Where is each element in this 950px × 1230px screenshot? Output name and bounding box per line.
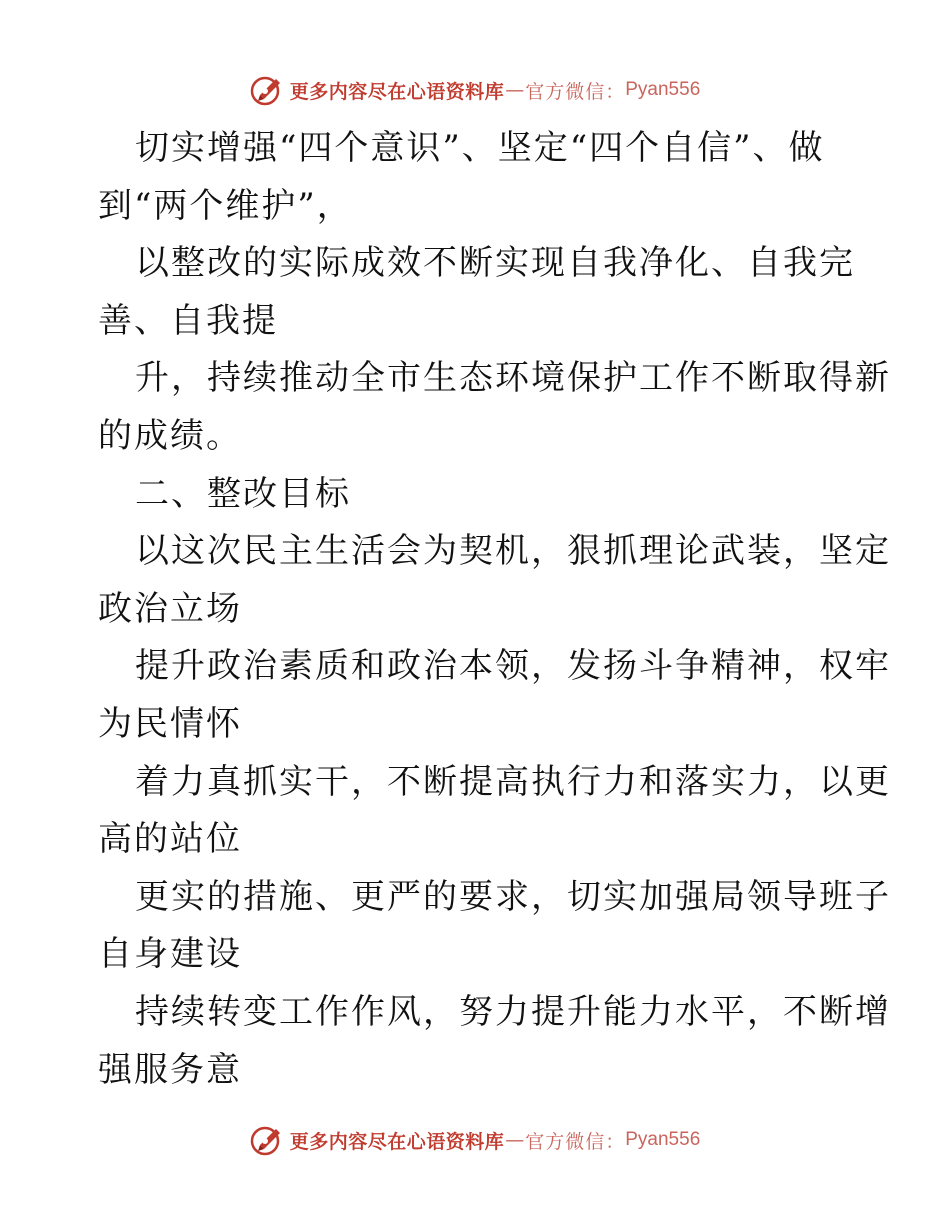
text-line: 切实增强“四个意识”、坚定“四个自信”、做 — [135, 128, 825, 168]
text-line: 高的站位 — [98, 819, 242, 860]
text-line: 升，持续推动全市生态环境保护工作不断取得新 — [135, 358, 891, 399]
text-line: 的成绩。 — [98, 415, 242, 456]
document-body — [98, 120, 891, 1099]
banner-separator: — — [505, 1129, 525, 1151]
banner-brand-text: 更多内容尽在心语资料库 — [289, 80, 505, 103]
text-line: 以整改的实际成效不断实现自我净化、自我完 — [135, 243, 855, 284]
pen-logo-icon — [250, 73, 284, 107]
text-line: 为民情怀 — [98, 703, 242, 744]
text-line: 政治立场 — [98, 588, 242, 629]
pen-logo-icon — [250, 1123, 284, 1157]
header-banner — [0, 70, 950, 110]
text-line: 以这次民主生活会为契机，狠抓理论武装，坚定 — [135, 531, 891, 572]
footer-banner — [0, 1120, 950, 1160]
banner-wechat-label: 官方微信： — [525, 1130, 626, 1153]
text-line: 提升政治素质和政治本领，发扬斗争精神，权牢 — [135, 646, 891, 687]
text-line: 着力真抓实干，不断提高执行力和落实力，以更 — [135, 761, 891, 802]
banner-wechat-id: Pyan556 — [625, 1129, 701, 1150]
banner-separator: — — [505, 79, 525, 101]
text-line: 持续转变工作作风，努力提升能力水平，不断增 — [135, 991, 891, 1032]
banner-wechat-label: 官方微信： — [525, 80, 626, 103]
banner-wechat-id: Pyan556 — [625, 79, 701, 100]
section-heading: 二、整改目标 — [135, 473, 351, 514]
text-line: 强服务意 — [98, 1049, 242, 1090]
text-line: 善、自我提 — [98, 300, 278, 341]
text-line: 更实的措施、更严的要求，切实加强局领导班子 — [135, 876, 891, 917]
text-line: 到“两个维护”， — [98, 185, 353, 226]
banner-brand-text: 更多内容尽在心语资料库 — [289, 1130, 505, 1153]
text-line: 自身建设 — [98, 934, 242, 975]
